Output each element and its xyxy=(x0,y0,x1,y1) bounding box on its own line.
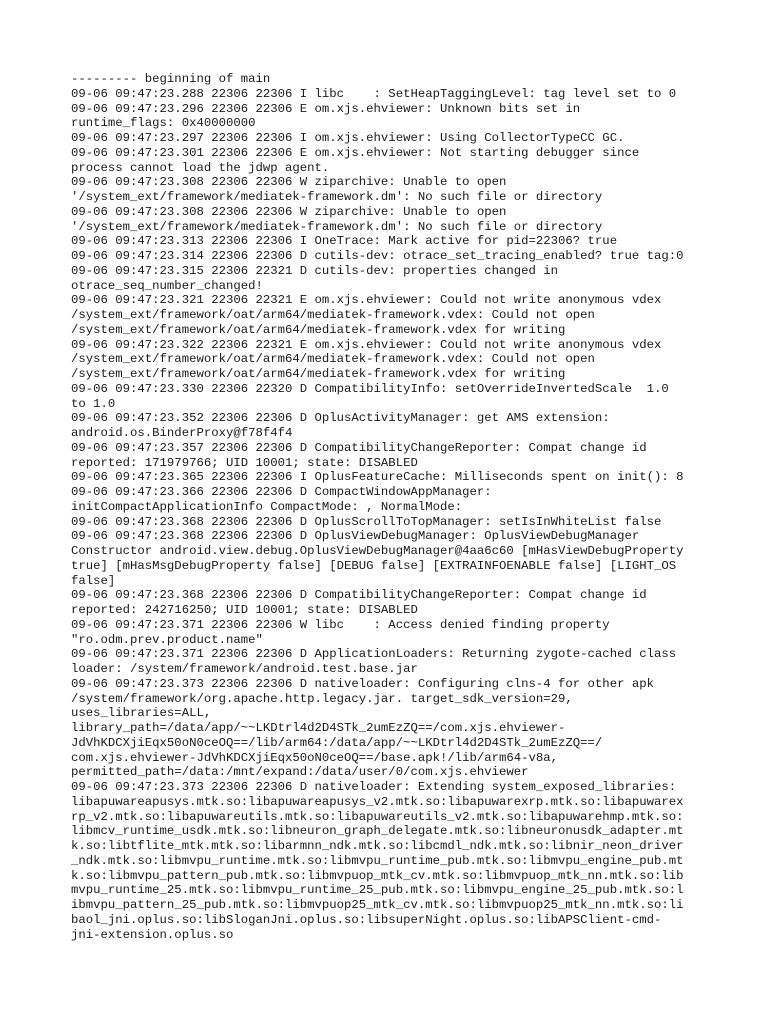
log-line: 09-06 09:47:23.352 22306 22306 D OplusActivityManager: get AMS extension: xyxy=(71,411,610,426)
log-line: 09-06 09:47:23.314 22306 22306 D cutils-dev: otrace_set_tracing_enabled? true tag:0 xyxy=(71,249,684,263)
log-line: 09-06 09:47:23.373 22306 22306 D nativeloader: Extending system_exposed_libraries: xyxy=(71,780,677,794)
log-line: to 1.0 xyxy=(71,396,116,411)
log-line: 09-06 09:47:23.368 22306 22306 D CompatibilityChangeReporter: Compat change id xyxy=(71,588,647,603)
log-line: /system_ext/framework/oat/arm64/mediatek-framework.vdex: Could not open xyxy=(71,352,595,367)
log-line: /system/framework/org.apache.http.legacy.jar. target_sdk_version=29, xyxy=(71,691,573,706)
log-line: android.os.BinderProxy@f78f4f4 xyxy=(71,426,293,440)
log-line: /system_ext/framework/oat/arm64/mediatek-framework.vdex: Could not open xyxy=(71,308,595,322)
log-line: "ro.odm.prev.product.name" xyxy=(71,632,263,647)
log-line: reported: 171979766; UID 10001; state: DISABLED xyxy=(71,455,418,470)
log-line: k.so:libmvpu_pattern_pub.mtk.so:libmvpuop_mtk_cv.mtk.so:libmvpuop_mtk_nn.mtk.so:lib xyxy=(71,868,684,883)
log-line: reported: 242716250; UID 10001; state: DISABLED xyxy=(71,603,418,617)
log-text xyxy=(71,72,701,942)
log-line: 09-06 09:47:23.296 22306 22306 E om.xjs.ehviewer: Unknown bits set in xyxy=(71,101,581,116)
log-line: otrace_seq_number_changed! xyxy=(71,278,263,293)
log-line: 09-06 09:47:23.366 22306 22306 D CompactWindowAppManager: xyxy=(71,485,492,499)
log-line: 09-06 09:47:23.357 22306 22306 D CompatibilityChangeReporter: Compat change id xyxy=(71,440,647,455)
log-line: 09-06 09:47:23.308 22306 22306 W ziparchive: Unable to open xyxy=(71,204,507,219)
log-line: false] xyxy=(71,573,116,588)
log-line: com.xjs.ehviewer-JdVhKDCXjiEqx50oN0ceOQ==/base.apk!/lib/arm64-v8a, xyxy=(71,750,559,765)
log-line: 09-06 09:47:23.321 22306 22321 E om.xjs.ehviewer: Could not write anonymous vdex xyxy=(71,293,662,308)
log-line: 09-06 09:47:23.301 22306 22306 E om.xjs.ehviewer: Not starting debugger since xyxy=(71,145,640,160)
log-line: jni-extension.oplus.so xyxy=(71,927,234,942)
log-line: 09-06 09:47:23.371 22306 22306 W libc : Access denied finding property xyxy=(71,617,610,632)
log-line: rp_v2.mtk.so:libapuwareutils.mtk.so:libapuwareutils_v2.mtk.so:libapuwarehmp.mtk.so: xyxy=(71,809,684,824)
log-line: baol_jni.oplus.so:libSloganJni.oplus.so:libsuperNight.oplus.so:libAPSClient-cmd- xyxy=(71,912,662,927)
log-line: Constructor android.view.debug.OplusViewDebugManager@4aa6c60 [mHasViewDebugProperty xyxy=(71,544,684,558)
log-line: uses_libraries=ALL, xyxy=(71,706,212,721)
log-line: ibmvpu_pattern_25_pub.mtk.so:libmvpuop25_mtk_cv.mtk.so:libmvpuop25_mtk_nn.mtk.so:li xyxy=(71,898,684,912)
log-line: 09-06 09:47:23.315 22306 22321 D cutils-dev: properties changed in xyxy=(71,263,559,278)
log-line: 09-06 09:47:23.297 22306 22306 I om.xjs.ehviewer: Using CollectorTypeCC GC. xyxy=(71,131,625,145)
log-line: process cannot load the jdwp agent. xyxy=(71,160,330,175)
log-line: --------- beginning of main xyxy=(71,72,271,86)
log-line: 09-06 09:47:23.368 22306 22306 D OplusViewDebugManager: OplusViewDebugManager xyxy=(71,529,640,544)
log-line: true] [mHasMsgDebugProperty false] [DEBUG false] [EXTRAINFOENABLE false] [LIGHT_OS xyxy=(71,558,677,573)
log-line: permitted_path=/data:/mnt/expand:/data/user/0/com.xjs.ehviewer xyxy=(71,765,529,780)
log-line: 09-06 09:47:23.322 22306 22321 E om.xjs.ehviewer: Could not write anonymous vdex xyxy=(71,337,662,352)
log-line: 09-06 09:47:23.330 22306 22320 D CompatibilityInfo: setOverrideInvertedScale 1.0 xyxy=(71,381,669,396)
log-line: 09-06 09:47:23.365 22306 22306 I OplusFeatureCache: Milliseconds spent on init(): 8 xyxy=(71,470,684,485)
log-line: initCompactApplicationInfo CompactMode: , NormalMode: xyxy=(71,499,463,514)
log-line: mvpu_runtime_25.mtk.so:libmvpu_runtime_25_pub.mtk.so:libmvpu_engine_25_pub.mtk.so:l xyxy=(71,883,684,898)
log-line: '/system_ext/framework/mediatek-framework.dm': No such file or directory xyxy=(71,219,603,234)
log-line: JdVhKDCXjiEqx50oN0ceOQ==/lib/arm64:/data/app/~~LKDtrl4d2D4STk_2umEzZQ==/ xyxy=(71,735,603,750)
log-line: k.so:libtflite_mtk.mtk.so:libarmnn_ndk.mtk.so:libcmdl_ndk.mtk.so:libnir_neon_driver xyxy=(71,839,684,853)
log-line: 09-06 09:47:23.308 22306 22306 W ziparchive: Unable to open xyxy=(71,175,507,190)
log-line: runtime_flags: 0x40000000 xyxy=(71,116,256,131)
log-line: _ndk.mtk.so:libmvpu_runtime.mtk.so:libmvpu_runtime_pub.mtk.so:libmvpu_engine_pub.mt xyxy=(71,853,684,868)
log-line: library_path=/data/app/~~LKDtrl4d2D4STk_2umEzZQ==/com.xjs.ehviewer- xyxy=(71,721,566,735)
log-line: 09-06 09:47:23.368 22306 22306 D OplusScrollToTopManager: setIsInWhiteList false xyxy=(71,514,662,529)
log-line: 09-06 09:47:23.373 22306 22306 D nativeloader: Configuring clns-4 for other apk xyxy=(71,676,654,691)
log-line: /system_ext/framework/oat/arm64/mediatek-framework.vdex for writing xyxy=(71,322,566,337)
log-line: /system_ext/framework/oat/arm64/mediatek-framework.vdex for writing xyxy=(71,367,566,381)
log-line: 09-06 09:47:23.288 22306 22306 I libc : SetHeapTaggingLevel: tag level set to 0 xyxy=(71,86,677,101)
log-line: loader: /system/framework/android.test.base.jar xyxy=(71,662,418,676)
log-line: libapuwareapusys.mtk.so:libapuwareapusys_v2.mtk.so:libapuwarexrp.mtk.so:libapuwarex xyxy=(71,794,684,809)
log-line: 09-06 09:47:23.371 22306 22306 D ApplicationLoaders: Returning zygote-cached class xyxy=(71,647,677,662)
log-line: 09-06 09:47:23.313 22306 22306 I OneTrace: Mark active for pid=22306? true xyxy=(71,234,618,249)
log-line: '/system_ext/framework/mediatek-framework.dm': No such file or directory xyxy=(71,190,603,204)
log-line: libmcv_runtime_usdk.mtk.so:libneuron_graph_delegate.mtk.so:libneuronusdk_adapter.mt xyxy=(71,824,684,839)
